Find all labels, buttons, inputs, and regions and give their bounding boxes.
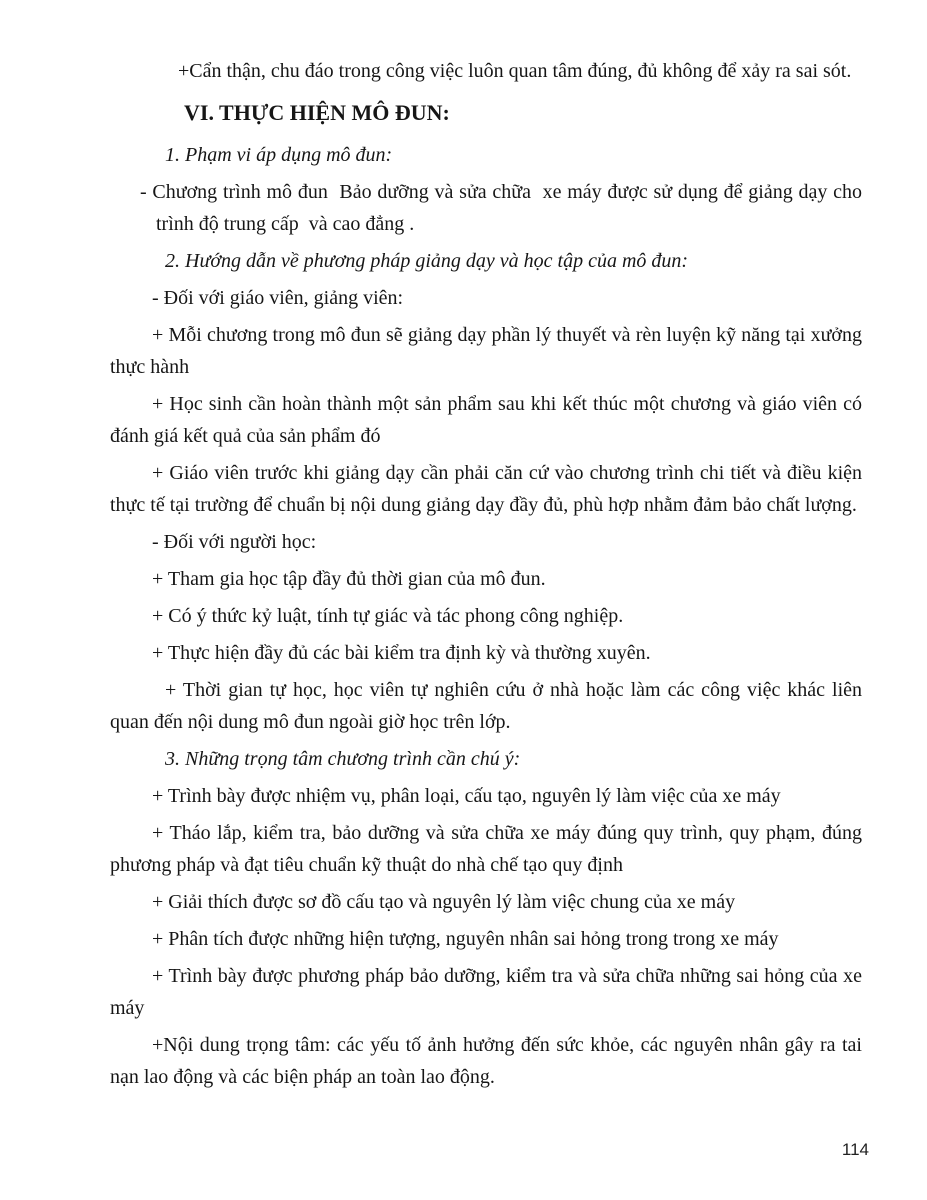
paragraph-focus-1: + Trình bày được nhiệm vụ, phân loại, cấu tạo, nguyên lý làm việc của xe máy bbox=[152, 785, 781, 807]
paragraph-carefulness: +Cẩn thận, chu đáo trong công việc luôn quan tâm đúng, đủ không để xảy ra sai sót. bbox=[178, 60, 852, 82]
subsection-heading-3: 3. Những trọng tâm chương trình cần chú ý: bbox=[165, 748, 521, 770]
paragraph-focus-6: +Nội dung trọng tâm: các yếu tố ảnh hưởng đến sức khỏe, các nguyên nhân gây ra tai nạn lao động và các biện pháp an toàn lao động. bbox=[110, 1034, 867, 1088]
page-number: 114 bbox=[841, 1140, 869, 1159]
paragraph-teacher-2: + Học sinh cần hoàn thành một sản phẩm sau khi kết thúc một chương và giáo viên có đánh giá kết quả của sản phẩm đó bbox=[110, 393, 867, 447]
paragraph-teacher-1: + Mỗi chương trong mô đun sẽ giảng dạy phần lý thuyết và rèn luyện kỹ năng tại xưởng thực hành bbox=[110, 324, 867, 378]
paragraph-for-learners: - Đối với người học: bbox=[152, 531, 317, 553]
paragraph-focus-4: + Phân tích được những hiện tượng, nguyên nhân sai hỏng trong trong xe máy bbox=[152, 928, 779, 950]
document-content bbox=[110, 50, 867, 1098]
paragraph-for-teachers: - Đối với giáo viên, giảng viên: bbox=[152, 287, 404, 309]
paragraph-focus-5: + Trình bày được phương pháp bảo dưỡng, kiểm tra và sửa chữa những sai hỏng của xe máy bbox=[110, 965, 867, 1019]
paragraph-learner-4: + Thời gian tự học, học viên tự nghiên cứu ở nhà hoặc làm các công việc khác liên quan đến nội dung mô đun ngoài giờ học trên lớp. bbox=[110, 679, 867, 733]
paragraph-learner-1: + Tham gia học tập đầy đủ thời gian của mô đun. bbox=[152, 568, 546, 590]
paragraph-learner-3: + Thực hiện đầy đủ các bài kiểm tra định kỳ và thường xuyên. bbox=[152, 642, 651, 664]
paragraph-scope: - Chương trình mô đun Bảo dưỡng và sửa chữa xe máy được sử dụng để giảng dạy cho trình độ trung cấp và cao đẳng . bbox=[140, 181, 867, 235]
subsection-heading-1: 1. Phạm vi áp dụng mô đun: bbox=[165, 144, 393, 166]
section-heading: VI. THỰC HIỆN MÔ ĐUN: bbox=[184, 100, 450, 125]
paragraph-focus-3: + Giải thích được sơ đồ cấu tạo và nguyên lý làm việc chung của xe máy bbox=[152, 891, 736, 913]
paragraph-focus-2: + Tháo lắp, kiểm tra, bảo dưỡng và sửa chữa xe máy đúng quy trình, quy phạm, đúng phương pháp và đạt tiêu chuẩn kỹ thuật do nhà chế tạo quy định bbox=[110, 822, 867, 876]
subsection-heading-2: 2. Hướng dẫn về phương pháp giảng dạy và học tập của mô đun: bbox=[165, 250, 689, 272]
paragraph-learner-2: + Có ý thức kỷ luật, tính tự giác và tác phong công nghiệp. bbox=[152, 605, 624, 627]
paragraph-teacher-3: + Giáo viên trước khi giảng dạy cần phải căn cứ vào chương trình chi tiết và điều kiện thực tế tại trường để chuẩn bị nội dung giảng dạy đầy đủ, phù hợp nhằm đảm bảo chất lượng. bbox=[110, 462, 867, 516]
